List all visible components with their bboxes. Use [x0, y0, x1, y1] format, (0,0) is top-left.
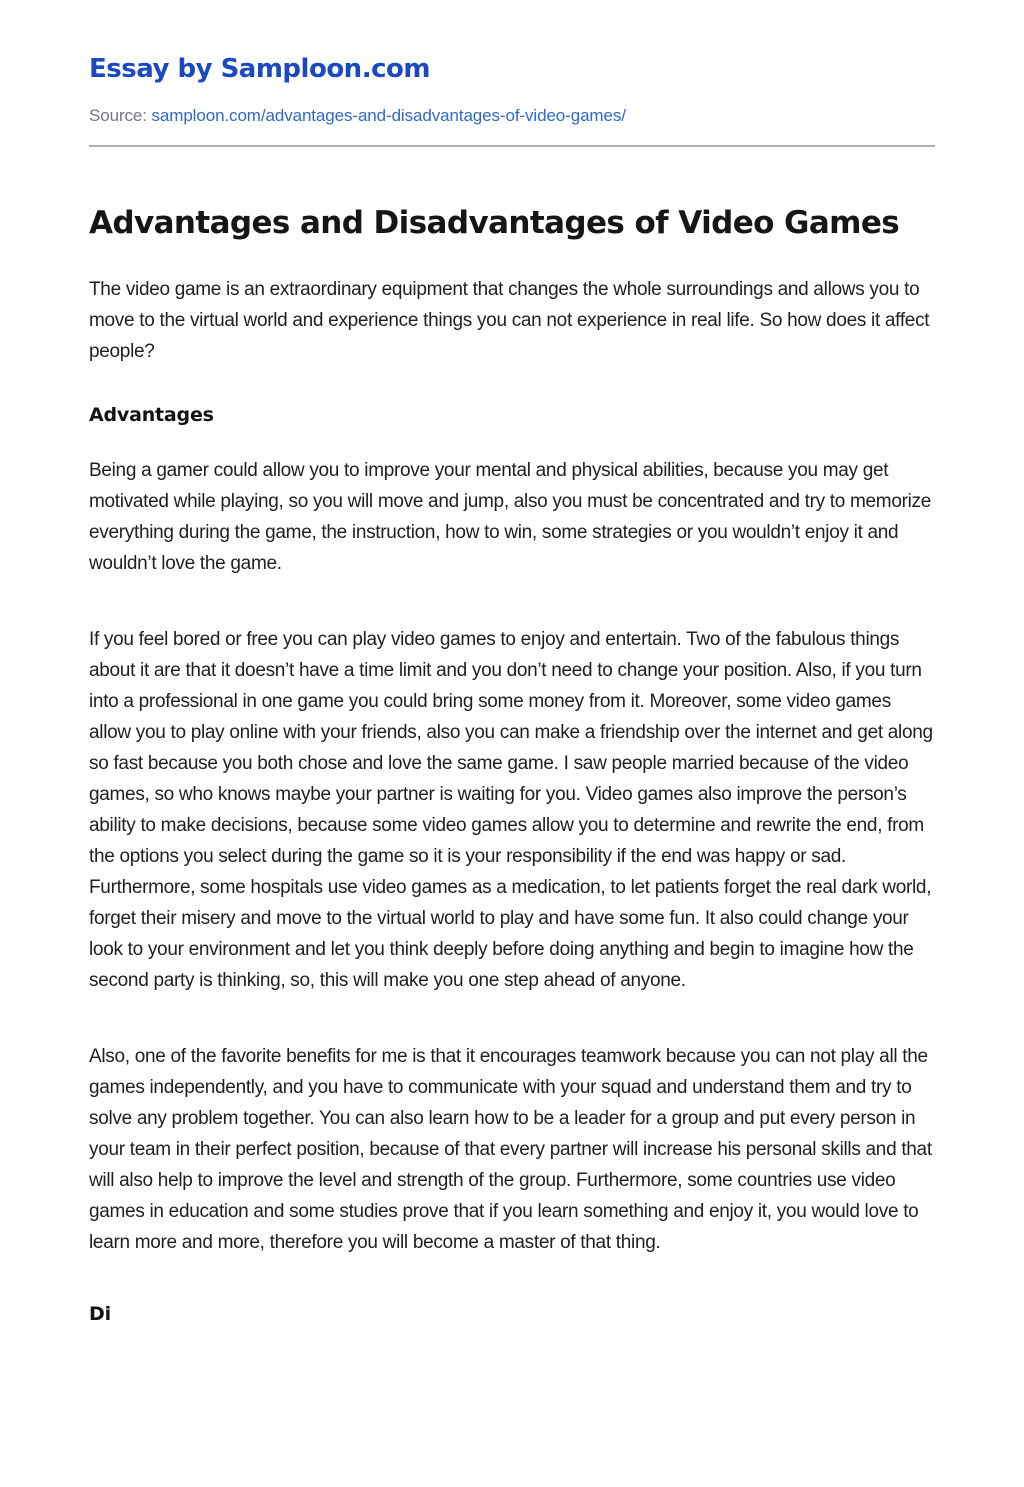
- advantages-paragraph-1: Being a gamer could allow you to improve your mental and physical abilities, because you may get motivated while playing, so you will move and jump, also you must be concentrated and try to memorize everything during the game, the instruction, how to win, some strategies or you wouldn’t enjoy it and wouldn’t love the game.: [89, 460, 932, 574]
- source-row: [89, 106, 935, 126]
- article-body: [89, 274, 935, 1326]
- brand-title: Essay by Samploon.com: [89, 54, 430, 84]
- page-title: Advantages and Disadvantages of Video Games: [89, 205, 900, 241]
- advantages-paragraph-2: If you feel bored or free you can play video games to enjoy and entertain. Two of the fabulous things about it are that it doesn’t have a time limit and you don’t need to change your position. Also, if you turn into a professional in one game you could bring some money from it. Moreover, some video games allow you to play online with your friends, also you can make a friendship over the internet and get along so fast because you both chose and love the same game. I saw people married because of the video games, so who knows maybe your partner is waiting for you. Video games also improve the person’s ability to make decisions, because some video games allow you to determine and rewrite the end, from the options you select during the game so it is your responsibility if the end was happy or sad. Furthermore, some hospitals use video games as a medication, to let patients forget the real dark world, forget their misery and move to the virtual world to play and have some fun. It also could change your look to your environment and let you think deeply before doing anything and begin to imagine how the second party is thinking, so, this will make you one step ahead of anyone.: [89, 629, 933, 991]
- intro-paragraph: The video game is an extraordinary equipment that changes the whole surroundings and allows you to move to the virtual world and experience things you can not experience in real life. So how does it affect people?: [89, 279, 930, 362]
- advantages-paragraph-3: Also, one of the favorite benefits for me is that it encourages teamwork because you can not play all the games independently, and you have to communicate with your squad and understand them and try to solve any problem together. You can also learn how to be a leader for a group and put every person in your team in their perfect position, because of that every partner will increase his personal skills and that will also help to improve the level and strength of the group. Furthermore, some countries use video games in education and some studies prove that if you learn something and enjoy it, you would love to learn more and more, therefore you will become a master of that thing.: [89, 1046, 932, 1253]
- advantages-heading: Advantages: [89, 404, 214, 426]
- source-link[interactable]: samploon.com/advantages-and-disadvantages-of-video-games/: [151, 106, 626, 125]
- source-label: Source:: [89, 106, 147, 125]
- header-divider: [89, 145, 935, 147]
- disadvantages-heading-partial: Di: [89, 1303, 111, 1325]
